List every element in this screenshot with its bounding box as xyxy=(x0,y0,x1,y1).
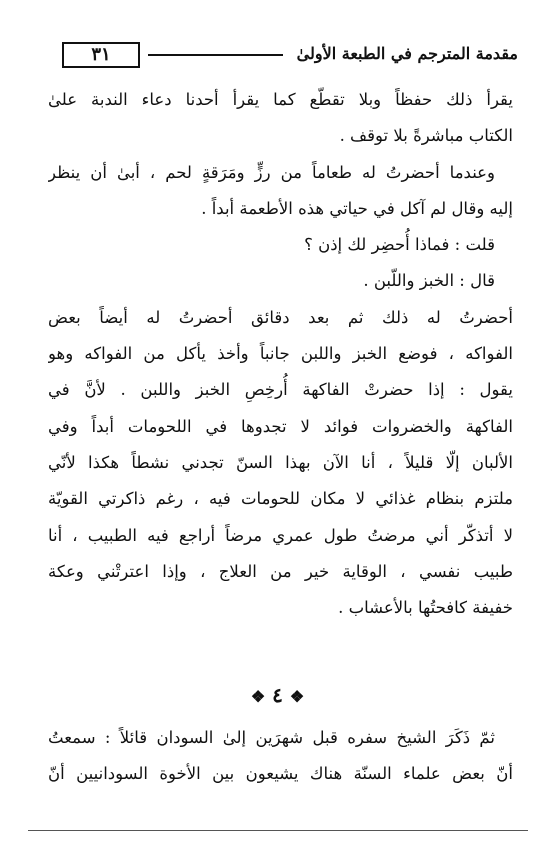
text-line: إليه وقال لم آكل في حياتي هذه الأطعمة أبداً . xyxy=(201,198,513,218)
text-line: أحضرتُ له ذلك ثم بعد دقائق أحضرتُ له أيضاً بعض xyxy=(48,307,513,327)
ornament-icon: ❖ xyxy=(289,687,305,706)
section-number: ٤ xyxy=(272,683,283,707)
running-title: مقدمة المترجم في الطبعة الأولىٰ xyxy=(296,44,518,63)
text-line: الفاكهة والخضروات فوائد لا تجدوها في اللحومات أبداً وفي xyxy=(48,416,513,436)
text-line: الفواكه ، فوضع الخبز واللبن جانباً وأخذ يأكل من الفواكه وهو xyxy=(48,344,513,364)
text-line: ملتزم بنظام غذائي لا مكان للحومات فيه ، رغم ذاكرتي القويّة xyxy=(48,489,513,509)
text-line: لا أتذكّر أني مرضتُ طول عمري مرضاً أراجع فيه الطبيب ، أنا xyxy=(48,525,513,545)
text-line: يقول : إذا حضرتْ الفاكهة أُرخِصِ الخبز واللبن . لأنَّ في xyxy=(48,380,513,400)
ornament-icon: ❖ xyxy=(250,687,266,706)
section-marker xyxy=(0,683,555,707)
header-rule xyxy=(148,54,283,56)
text-line: خفيفة كافحتُها بالأعشاب . xyxy=(338,598,513,618)
text-line: قال : الخبز واللّبن . xyxy=(363,271,495,291)
footer-rule xyxy=(28,830,528,831)
text-line: يقرأ ذلك حفظاً وبلا تقطّع كما يقرأ أحدنا دعاء الندبة علىٰ xyxy=(48,90,513,109)
text-line: أنّ بعض علماء السنّة هناك يشيعون بين الأخوة السودانيين أنّ xyxy=(48,764,513,784)
text-line: ثمّ ذَكَرَ الشيخ سفره قبل شهرَين إلىٰ السودان قائلاً : سمعتُ xyxy=(48,728,495,747)
page-header xyxy=(40,40,518,70)
text-line: الألبان إلّا قليلاً ، أنا الآن بهذا السنّ تجدني نشطاً هكذا لأنّي xyxy=(48,452,513,472)
section-text xyxy=(48,720,513,793)
text-line: الكتاب مباشرةً بلا توقف . xyxy=(339,126,513,146)
text-line: طبيب نفسي ، الوقاية خير من العلاج ، وإذا اعترتْني وعكة xyxy=(48,561,513,581)
page-number: ٣١ xyxy=(62,42,140,68)
body-text xyxy=(48,82,513,626)
text-line: وعندما أحضرتُ له طعاماً من رزٍّ ومَرَقةٍ لحم ، أبىٰ أن ينظر xyxy=(48,162,495,182)
text-line: قلت : فماذا أُحضِر لك إذن ؟ xyxy=(304,235,495,255)
